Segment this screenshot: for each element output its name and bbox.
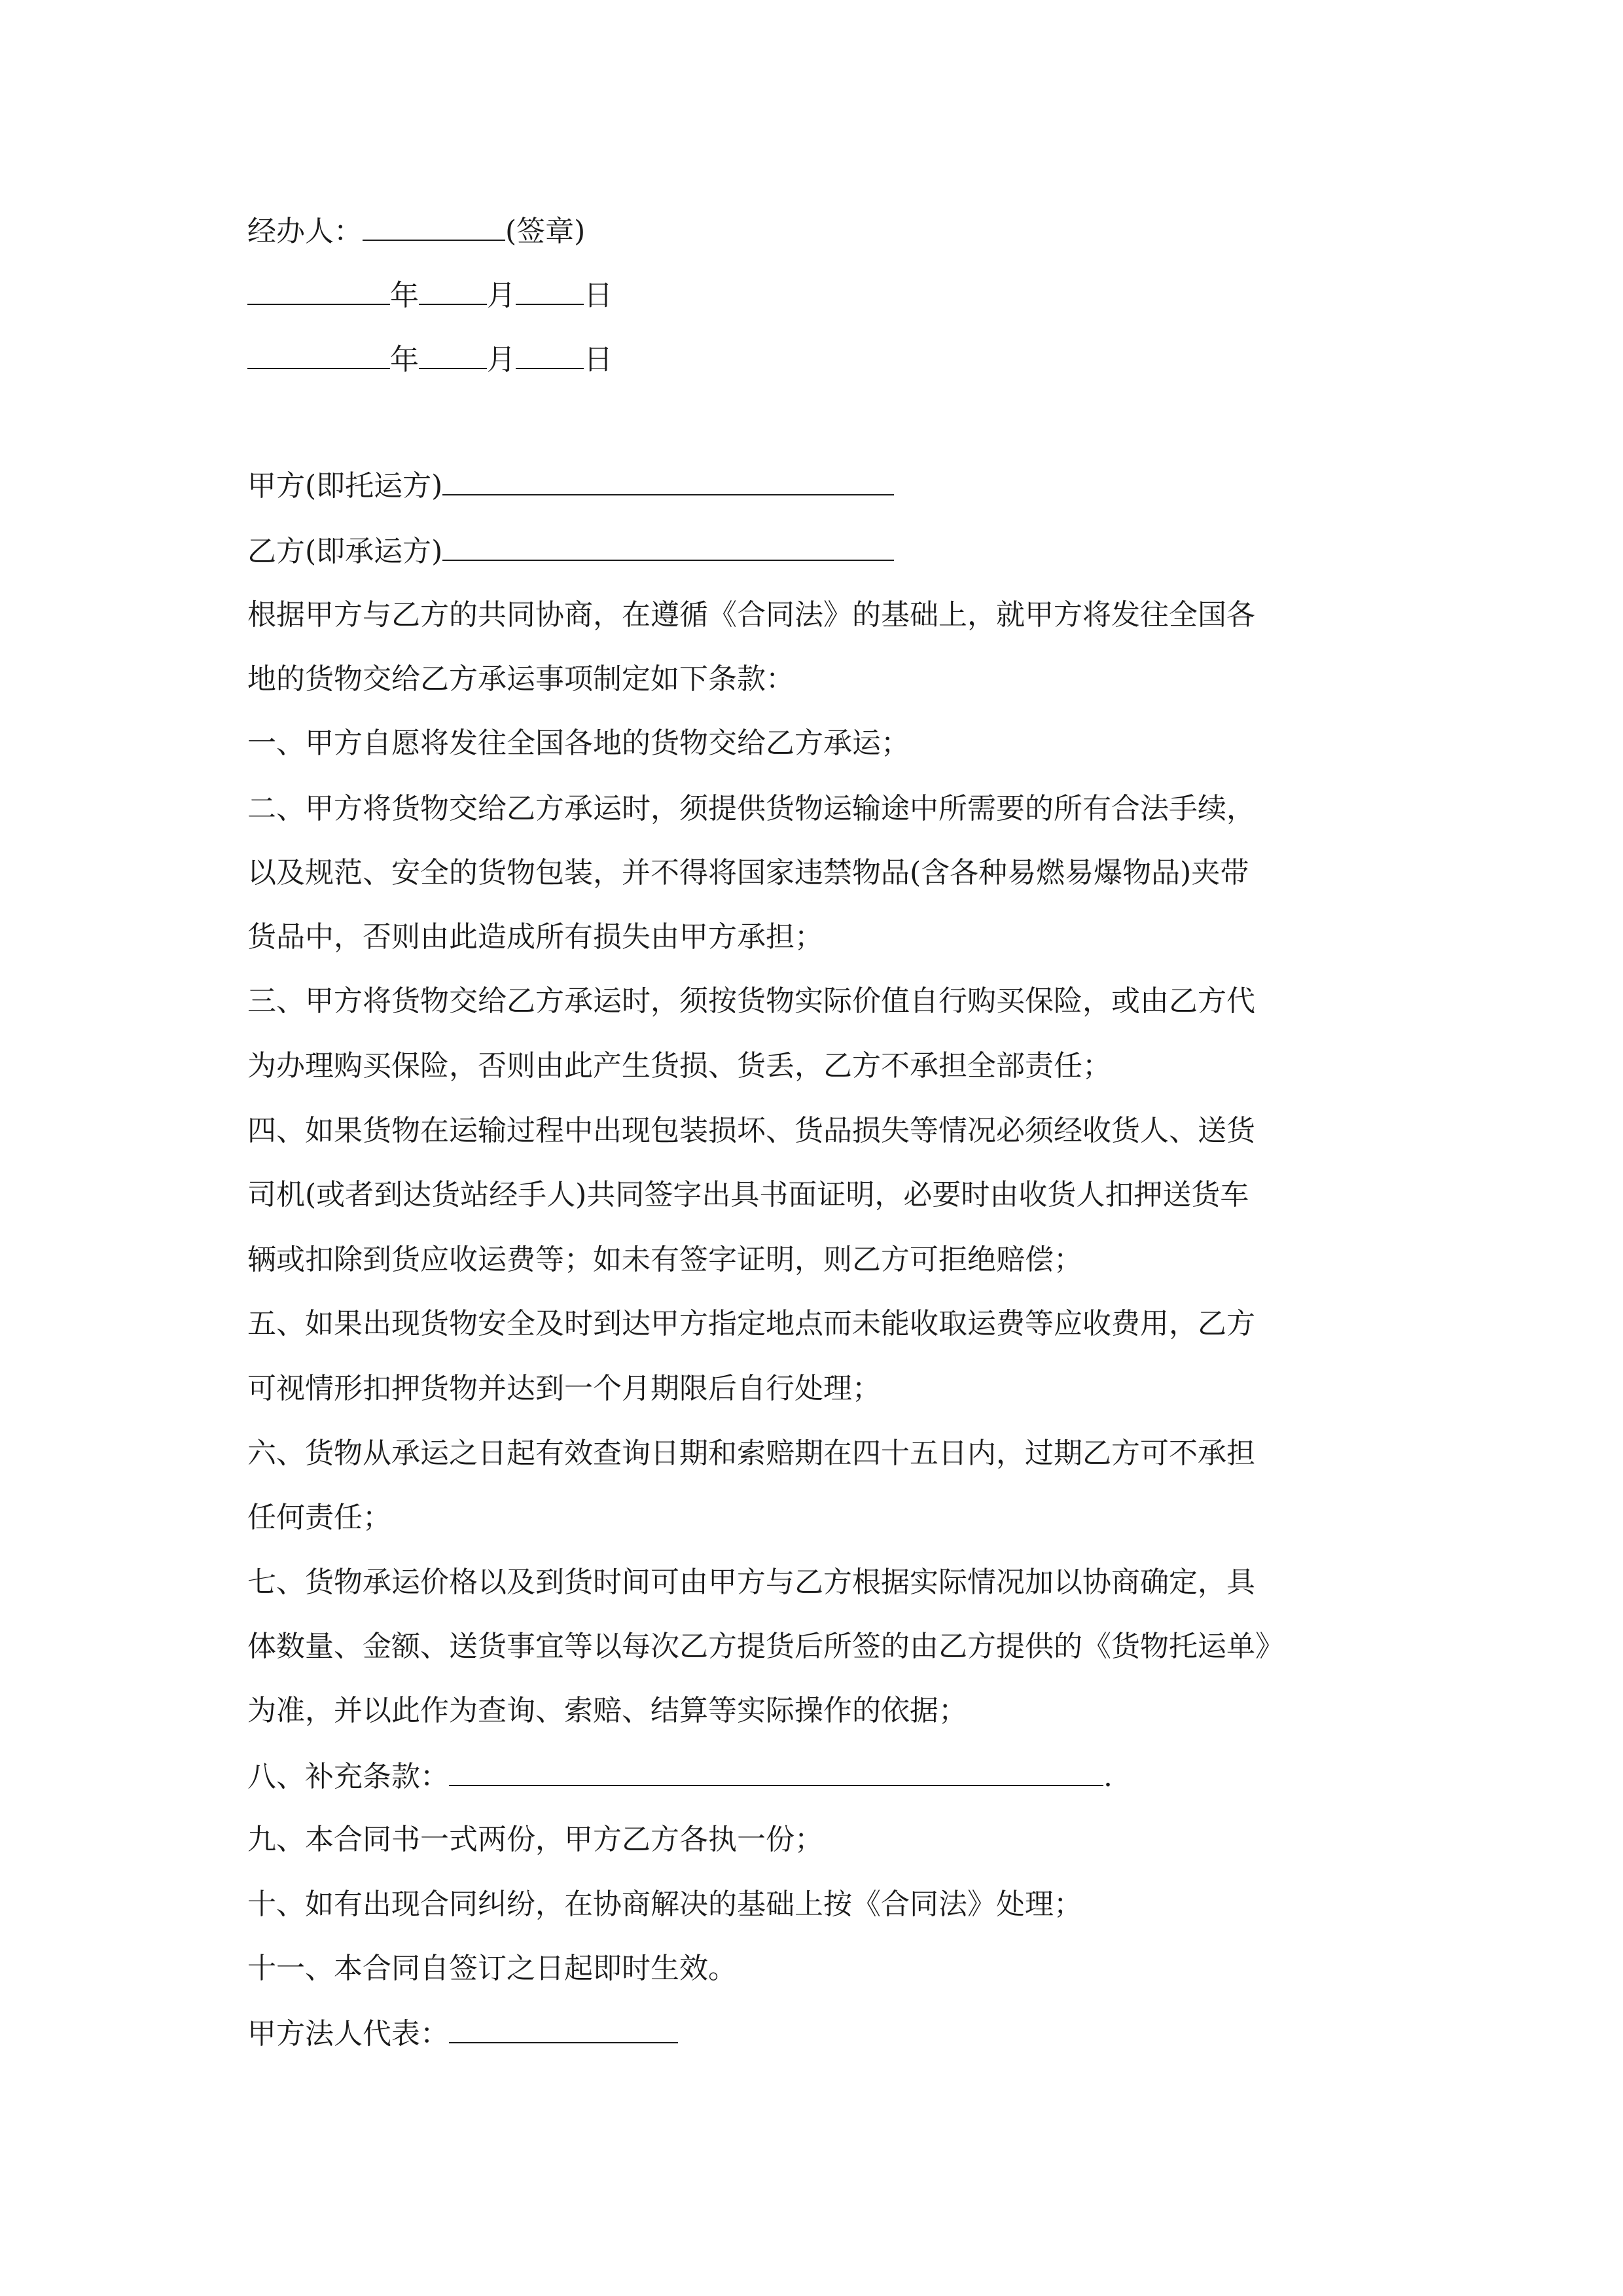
handler-label: 经办人： [247, 215, 363, 248]
clause-2: 二、甲方将货物交给乙方承运时，须提供货物运输途中所需要的所有合法手续， [247, 792, 1255, 825]
clause-4: 四、如果货物在运输过程中出现包装损坏、货品损失等情况必须经收货人、送货 [247, 1114, 1255, 1147]
clause-1: 一、甲方自愿将发往全国各地的货物交给乙方承运； [247, 726, 910, 760]
supplementary-terms-blank [449, 1759, 1103, 1786]
clause-7: 七、货物承运价格以及到货时间可由甲方与乙方根据实际情况加以协商确定，具 [247, 1566, 1255, 1599]
handler-seal-label: (签章) [505, 215, 586, 248]
month-label: 月 [487, 343, 516, 376]
clause-3: 三、甲方将货物交给乙方承运时，须按货物实际价值自行购买保险，或由乙方代 [247, 984, 1255, 1018]
year-blank [247, 342, 390, 369]
body-line: 为办理购买保险，否则由此产生货损、货丢，乙方不承担全部责任； [247, 1049, 1111, 1083]
party-b-line [247, 533, 1380, 569]
body-line: 司机(或者到达货站经手人)共同签字出具书面证明，必要时由收货人扣押送货车 [247, 1178, 1249, 1211]
body-line: 可视情形扣押货物并达到一个月期限后自行处理； [247, 1372, 881, 1405]
party-a-line [247, 468, 1380, 503]
party-a-label: 甲方(即托运方) [247, 469, 443, 503]
date-line-1 [247, 278, 1380, 313]
clause-6: 六、货物从承运之日起有效查询日期和索赔期在四十五日内，过期乙方可不承担 [247, 1437, 1255, 1470]
day-label: 日 [584, 279, 613, 312]
clause-8-label: 八、补充条款： [247, 1760, 449, 1793]
day-label: 日 [584, 343, 613, 376]
body-line: 根据甲方与乙方的共同协商，在遵循《合同法》的基础上，就甲方将发往全国各 [247, 598, 1255, 632]
month-blank [419, 278, 487, 305]
party-b-label: 乙方(即承运方) [247, 535, 443, 568]
body-line: 货品中，否则由此造成所有损失由甲方承担； [247, 920, 823, 954]
day-blank [516, 342, 584, 369]
body-line: 为准，并以此作为查询、索赔、结算等实际操作的依据； [247, 1694, 967, 1727]
party-b-blank [442, 533, 894, 561]
party-a-representative-line [247, 2016, 1380, 2051]
clause-11: 十一、本合同自签订之日起即时生效。 [247, 1952, 737, 1985]
body-line: 以及规范、安全的货物包装，并不得将国家违禁物品(含各种易燃易爆物品)夹带 [247, 856, 1249, 889]
body-line: 辆或扣除到货应收运费等；如未有签字证明，则乙方可拒绝赔偿； [247, 1243, 1082, 1276]
body-line: 体数量、金额、送货事宜等以每次乙方提货后所签的由乙方提供的《货物托运单》 [247, 1630, 1284, 1663]
handler-blank [363, 213, 505, 241]
month-label: 月 [487, 279, 516, 312]
year-label: 年 [390, 279, 419, 312]
day-blank [516, 278, 584, 305]
body-line: 任何责任； [247, 1501, 391, 1534]
clause-8 [247, 1759, 1380, 1794]
clause-9: 九、本合同书一式两份，甲方乙方各执一份； [247, 1823, 823, 1856]
representative-label: 甲方法人代表： [247, 2017, 449, 2051]
clause-10: 十、如有出现合同纠纷，在协商解决的基础上按《合同法》处理； [247, 1888, 1082, 1921]
date-line-2 [247, 342, 1380, 377]
month-blank [419, 342, 487, 369]
party-a-blank [442, 468, 894, 495]
clause-5: 五、如果出现货物安全及时到达甲方指定地点而未能收取运费等应收费用，乙方 [247, 1307, 1255, 1340]
year-label: 年 [390, 343, 419, 376]
handler-signature-line [247, 213, 1380, 249]
body-line: 地的货物交给乙方承运事项制定如下条款： [247, 662, 794, 696]
clause-8-end: . [1103, 1760, 1113, 1793]
year-blank [247, 278, 390, 305]
representative-blank [449, 2016, 678, 2043]
